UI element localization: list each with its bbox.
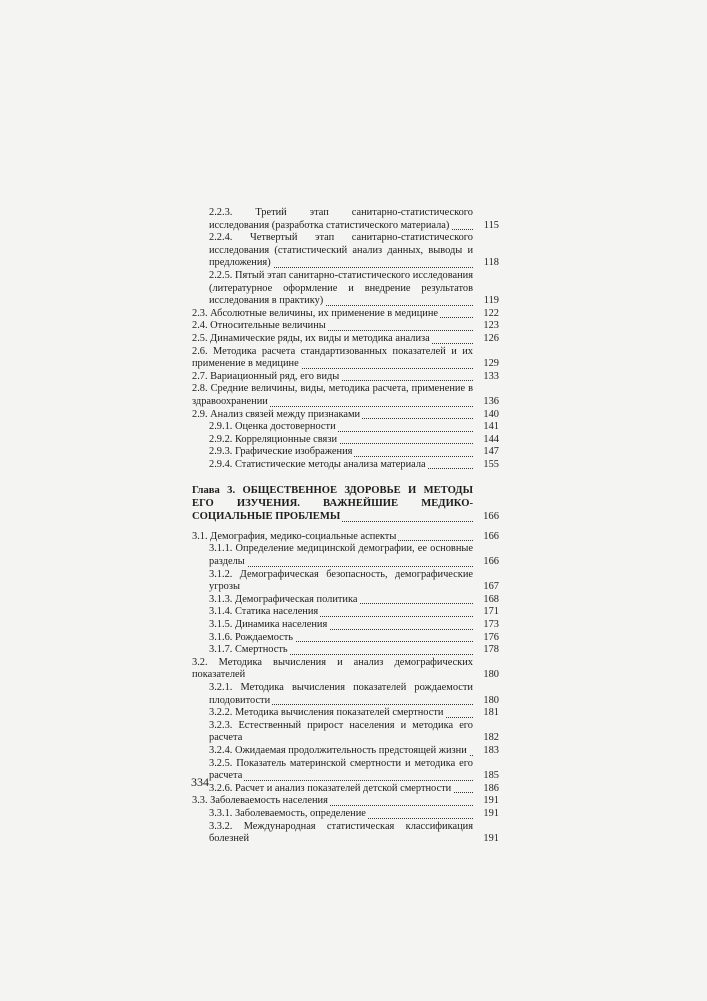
toc-entry-page: 119 (483, 295, 499, 307)
toc-entry (192, 531, 499, 544)
toc-entry-page: 126 (483, 332, 499, 344)
toc-entry (192, 619, 499, 632)
toc-entry-title: 2.2.4. Четвертый этап санитарно-статистического исследования (статистический анализ данных, выводы и предложения) (209, 232, 473, 269)
toc-entry-title: 2.3. Абсолютные величины, их применение в медицине (192, 307, 439, 319)
toc-entry-page: 141 (483, 421, 499, 433)
toc-entry (192, 270, 499, 308)
toc-entry-title: 3.2.4. Ожидаемая продолжительность предстоящей жизни (209, 744, 467, 756)
toc-entry-title: 3.1.1. Определение медицинской демографии, ее основные разделы (209, 543, 473, 568)
toc-entry (192, 821, 499, 846)
toc-entry-page: 183 (483, 744, 499, 756)
toc-entry (192, 459, 499, 472)
toc-entry-page: 136 (483, 395, 499, 407)
toc-entry-page: 180 (483, 669, 499, 681)
toc-entry (192, 308, 499, 321)
toc-entry (192, 682, 499, 707)
toc-entry-page: 133 (483, 370, 499, 382)
toc-entry-page: 147 (483, 446, 499, 458)
toc-entry (192, 409, 499, 422)
toc-entry (192, 795, 499, 808)
toc-entry (192, 371, 499, 384)
toc-section-3 (192, 531, 499, 846)
toc-entry-title: 3.1.4. Статика населения (209, 606, 319, 618)
toc-entry-title: 3.2.2. Методика вычисления показателей смертности (209, 707, 444, 719)
toc-entry (192, 720, 499, 745)
toc-entry (192, 434, 499, 447)
toc-entry (192, 657, 499, 682)
toc-entry-page: 144 (483, 433, 499, 445)
toc-entry-title: 3.2.5. Показатель материнской смертности и методика его расчета (209, 757, 473, 782)
toc-entry-page: 166 (483, 530, 499, 542)
leader-dots (209, 780, 473, 781)
toc-entry-page: 115 (483, 219, 499, 231)
toc-entry-title: 2.2.5. Пятый этап санитарно-статистического исследования (литературное оформление и внедрение результатов исследования в практику) (209, 269, 473, 307)
toc-entry-chapter (192, 485, 499, 523)
toc-entry-page: 167 (483, 581, 499, 593)
toc-entry-title: 2.9.3. Графические изображения (209, 446, 353, 458)
toc-entry-title: 2.9.4. Статистические методы анализа материала (209, 458, 426, 470)
toc-entry-title: 3.1.2. Демографическая безопасность, демографические угрозы (209, 568, 473, 593)
toc-entry (192, 421, 499, 434)
chapter-page: 166 (483, 511, 499, 523)
toc-entry-page: 185 (483, 770, 499, 782)
toc-entry-page: 122 (483, 307, 499, 319)
toc-entry-title: 2.4. Относительные величины (192, 320, 326, 332)
toc-entry (192, 808, 499, 821)
toc-entry (192, 594, 499, 607)
toc-section-2 (192, 207, 499, 471)
toc-entry-title: 3.2.1. Методика вычисления показателей рождаемости плодовитости (209, 681, 473, 706)
toc-entry-page: 171 (483, 606, 499, 618)
table-of-contents (192, 207, 499, 846)
toc-entry (192, 644, 499, 657)
toc-entry (192, 745, 499, 758)
toc-entry-title: 3.1.7. Смертность (209, 644, 288, 656)
toc-entry (192, 758, 499, 783)
toc-entry (192, 606, 499, 619)
toc-entry (192, 569, 499, 594)
toc-entry-title: 3.2.6. Расчет и анализ показателей детской смертности (209, 782, 452, 794)
toc-entry-page: 173 (483, 619, 499, 631)
toc-entry-page: 191 (483, 833, 499, 845)
toc-entry (192, 320, 499, 333)
chapter-title: Глава 3. ОБЩЕСТВЕННОЕ ЗДОРОВЬЕ И МЕТОДЫ ЕГО ИЗУЧЕНИЯ. ВАЖНЕЙШИЕ МЕДИКО-СОЦИАЛЬНЫЕ ПРОБЛЕМЫ (192, 485, 473, 523)
chapter-heading (192, 485, 499, 523)
toc-entry-title: 3.1.5. Динамика населения (209, 619, 328, 631)
toc-entry-page: 118 (483, 257, 499, 269)
toc-entry-title: 2.5. Динамические ряды, их виды и методика анализа (192, 332, 430, 344)
toc-entry (192, 543, 499, 568)
toc-entry-page: 180 (483, 694, 499, 706)
toc-entry-page: 191 (483, 807, 499, 819)
leader-dots (209, 566, 473, 567)
toc-entry-title: 2.9.2. Корреляционные связи (209, 433, 338, 445)
toc-entry-title: 3.1.6. Рождаемость (209, 631, 294, 643)
toc-entry-page: 186 (483, 782, 499, 794)
page-number: 334 (191, 775, 209, 789)
toc-entry-title: 3.3.2. Международная статистическая классификация болезней (209, 820, 473, 845)
toc-entry-page: 178 (483, 644, 499, 656)
toc-entry-title: 2.9. Анализ связей между признаками (192, 408, 361, 420)
toc-entry-page: 129 (483, 358, 499, 370)
toc-entry-title: 3.3.1. Заболеваемость, определение (209, 807, 366, 819)
toc-entry-title: 3.1.3. Демографическая политика (209, 593, 358, 605)
toc-entry (192, 232, 499, 270)
toc-entry-page: 191 (483, 795, 499, 807)
toc-entry (192, 346, 499, 371)
toc-entry-title: 2.9.1. Оценка достоверности (209, 421, 336, 433)
toc-entry (192, 783, 499, 796)
toc-entry-page: 123 (483, 320, 499, 332)
toc-entry-page: 181 (483, 707, 499, 719)
toc-entry-title: 3.3. Заболеваемость населения (192, 795, 328, 807)
toc-entry-title: 2.7. Вариационный ряд, его виды (192, 370, 340, 382)
toc-entry-title: 3.2. Методика вычисления и анализ демографических показателей (192, 656, 473, 681)
toc-entry (192, 333, 499, 346)
toc-entry-title: 2.2.3. Третий этап санитарно-статистического исследования (разработка статистического материала) (209, 207, 473, 231)
toc-entry (192, 383, 499, 408)
toc-entry (192, 632, 499, 645)
toc-entry-page: 140 (483, 408, 499, 420)
toc-entry-page: 176 (483, 631, 499, 643)
toc-entry-page: 166 (483, 556, 499, 568)
toc-entry (192, 707, 499, 720)
toc-entry-page: 182 (483, 732, 499, 744)
toc-entry-page: 155 (483, 458, 499, 470)
toc-entry-title: 3.1. Демография, медико-социальные аспекты (192, 530, 397, 542)
toc-entry (192, 207, 499, 232)
toc-entry-page: 168 (483, 593, 499, 605)
toc-entry-title: 2.8. Средние величины, виды, методика расчета, применение в здравоохранении (192, 383, 473, 407)
toc-entry-title: 3.2.3. Естественный прирост населения и методика его расчета (209, 719, 473, 744)
toc-entry-title: 2.6. Методика расчета стандартизованных показателей и их применение в медицине (192, 345, 473, 370)
toc-entry (192, 446, 499, 459)
